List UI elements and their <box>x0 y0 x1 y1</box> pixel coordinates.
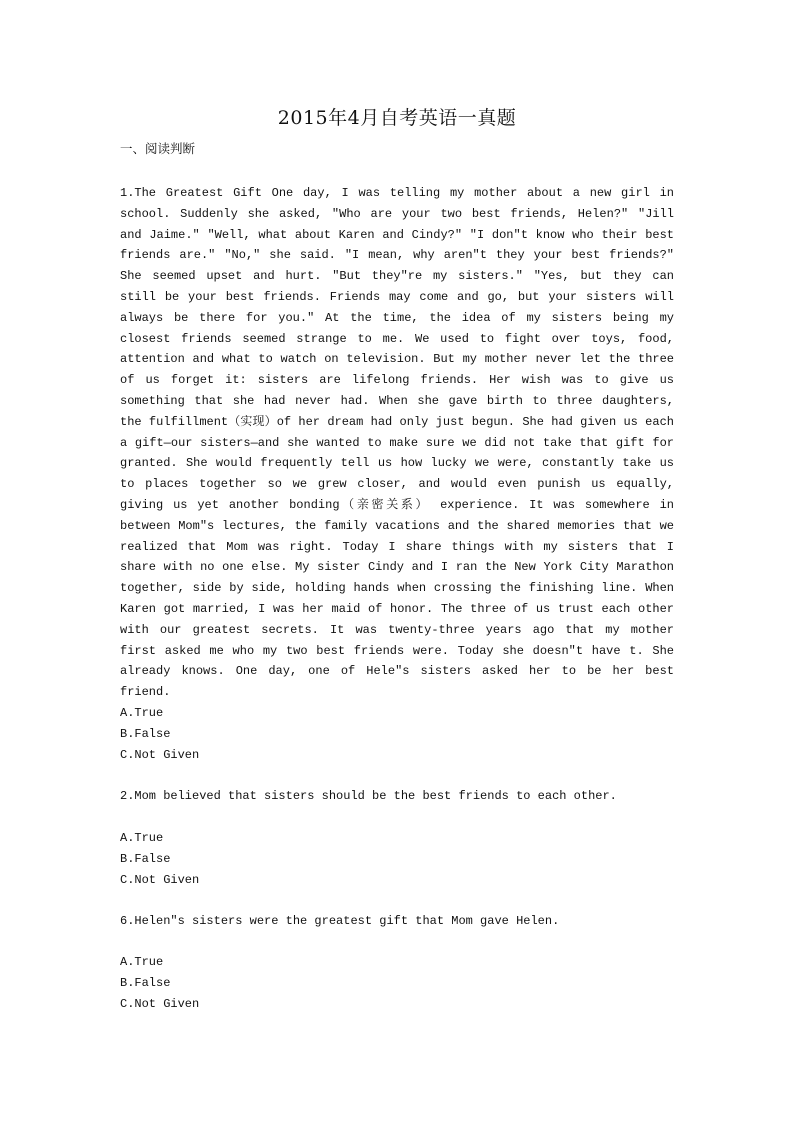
page-title: 2015年4月自考英语一真题 <box>277 107 517 129</box>
question-6-text: 6.Helen″s sisters were the greatest gift that Mom gave Helen. <box>120 914 560 928</box>
option-c: C.Not Given <box>120 747 200 762</box>
question-1-options <box>120 703 199 765</box>
option-b: B.False <box>120 851 171 866</box>
option-c: C.Not Given <box>120 996 200 1011</box>
option-b: B.False <box>120 726 171 741</box>
option-b: B.False <box>120 975 171 990</box>
question-2-text: 2.Mom believed that sisters should be the best friends to each other. <box>120 789 617 803</box>
option-a: A.True <box>120 706 164 720</box>
question-2-options <box>120 828 199 890</box>
option-a: A.True <box>120 955 164 969</box>
section-heading: 一、阅读判断 <box>120 141 196 156</box>
question-6-options <box>120 952 199 1014</box>
option-c: C.Not Given <box>120 872 200 887</box>
option-a: A.True <box>120 831 164 845</box>
reading-passage: 1.The Greatest Gift One day, I was telling my mother about a new girl in school. Suddenly she asked, ″Who are your two best friends, Helen?″ ″Jill and Jaime.″ ″Well, what about Karen and Cindy?″ ″I don″t know who their best friends are.″ ″No,″ she said. ″I mean, why aren″t they your best friends?″ She seemed upset and hurt. ″But they″re my sisters.″ ″Yes, but they can still be your best friends. Friends may come and go, but your sisters will always be there for you.″ At the time, the idea of my sisters being my closest friends seemed strange to me. We used to fight over toys, food, attention and what to watch on television. But my mother never let the three of us forget it: sisters are lifelong friends. Her wish was to give us something that she had never had. When she gave birth to three daughters, the fulfillment（实现）of her dream had only just begun. She had given us each a gift—our sisters—and she wanted to make sure we did not take that gift for granted. She would frequently tell us how lucky we were, constantly take us to places together so we grew closer, and would even punish us equally, giving us yet another bonding（亲密关系） experience. It was somewhere in between Mom″s lectures, the family vacations and the shared memories that we realized that Mom was right. Today I share things with my sisters that I share with no one else. My sister Cindy and I ran the New York City Marathon together, side by side, holding hands when crossing the finishing line. When Karen got married, I was her maid of honor. The three of us trust each other with our greatest secrets. It was twenty-three years ago that my mother first asked me who my two best friends were. Today she doesn″t have t. She already knows. One day, one of Hele″s sisters asked her to be her best friend. <box>120 186 674 700</box>
